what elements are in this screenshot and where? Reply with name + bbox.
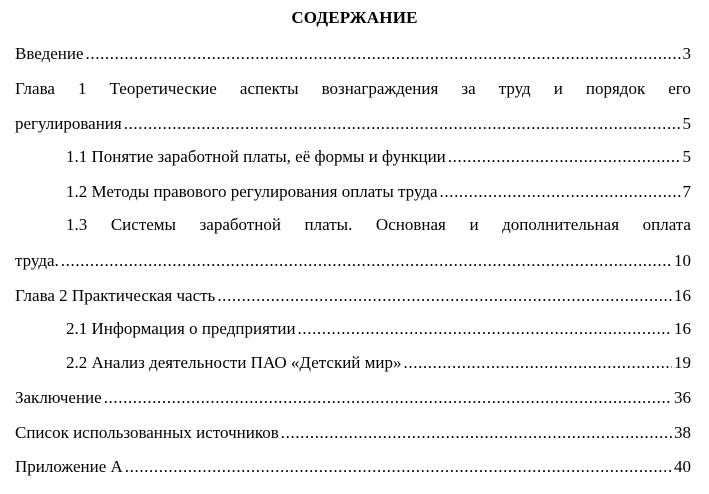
toc-page-number: 10 xyxy=(674,251,691,270)
word: Глава xyxy=(15,79,55,98)
toc-page-number: 5 xyxy=(682,147,691,166)
toc-entry-introduction xyxy=(15,43,691,65)
toc-page-number: 16 xyxy=(674,286,691,305)
toc-page-number: 7 xyxy=(682,182,691,201)
dot-leader xyxy=(125,456,672,478)
toc-entry-1-3 xyxy=(15,250,691,272)
word: оплата xyxy=(642,215,691,234)
word: дополнительная xyxy=(502,215,620,234)
dot-leader xyxy=(448,146,681,168)
word: вознаграждения xyxy=(321,79,439,98)
word: заработной xyxy=(199,215,281,234)
toc-entry-label: Список использованных источников xyxy=(15,423,279,442)
toc-page-number: 3 xyxy=(682,44,691,63)
toc-entry-references xyxy=(15,422,691,444)
dot-leader xyxy=(281,422,672,444)
toc-entry-label: Приложение А xyxy=(15,457,123,476)
toc-entry-label: регулирования xyxy=(15,114,122,133)
dot-leader xyxy=(124,113,681,135)
word: его xyxy=(668,79,691,98)
dot-leader xyxy=(104,387,672,409)
word: аспекты xyxy=(239,79,299,98)
toc-page-number: 40 xyxy=(674,457,691,476)
word: за xyxy=(461,79,476,98)
toc-entry-label: 2.2 Анализ деятельности ПАО «Детский мир» xyxy=(66,353,402,372)
word: и xyxy=(469,215,479,234)
toc-entry-2-2 xyxy=(66,352,691,374)
toc-entry-conclusion xyxy=(15,387,691,409)
word: Теоретические xyxy=(109,79,217,98)
toc-entry-label: труда. xyxy=(15,251,59,270)
toc-entry-appendix-a xyxy=(15,456,691,478)
word: 1.3 xyxy=(66,215,88,234)
word: Основная xyxy=(375,215,446,234)
word: Системы xyxy=(110,215,176,234)
toc-page-number: 36 xyxy=(674,388,691,407)
dot-leader xyxy=(217,285,672,307)
dot-leader xyxy=(404,352,672,374)
page-title: СОДЕРЖАНИЕ xyxy=(291,8,418,27)
toc-entry-chapter-1-line-1 xyxy=(15,78,691,100)
word: 1 xyxy=(77,79,87,98)
toc-page-number: 16 xyxy=(674,319,691,338)
word: и xyxy=(553,79,563,98)
toc-entry-label: 1.2 Методы правового регулирования оплаты труда xyxy=(66,182,438,201)
toc-entry-2-1 xyxy=(66,318,691,340)
toc-entry-1-3-line-1 xyxy=(66,214,691,236)
toc-entry-label: Введение xyxy=(15,44,84,63)
dot-leader xyxy=(440,181,681,203)
dot-leader xyxy=(86,43,681,65)
toc-page-number: 19 xyxy=(674,353,691,372)
toc-entry-chapter-2 xyxy=(15,285,691,307)
toc-page-number: 38 xyxy=(674,423,691,442)
word: труд xyxy=(498,79,531,98)
toc-entry-1-2 xyxy=(66,181,691,203)
dot-leader xyxy=(61,250,672,272)
toc-entry-label: 2.1 Информация о предприятии xyxy=(66,319,296,338)
toc-page-number: 5 xyxy=(682,114,691,133)
toc-entry-label: Заключение xyxy=(15,388,102,407)
toc-entry-label: Глава 2 Практическая часть xyxy=(15,286,216,305)
word: порядок xyxy=(585,79,646,98)
word: платы. xyxy=(304,215,353,234)
toc-entry-label: 1.1 Понятие заработной платы, её формы и функции xyxy=(66,147,446,166)
dot-leader xyxy=(298,318,672,340)
toc-entry-1-1 xyxy=(66,146,691,168)
toc-entry-chapter-1 xyxy=(15,113,691,135)
